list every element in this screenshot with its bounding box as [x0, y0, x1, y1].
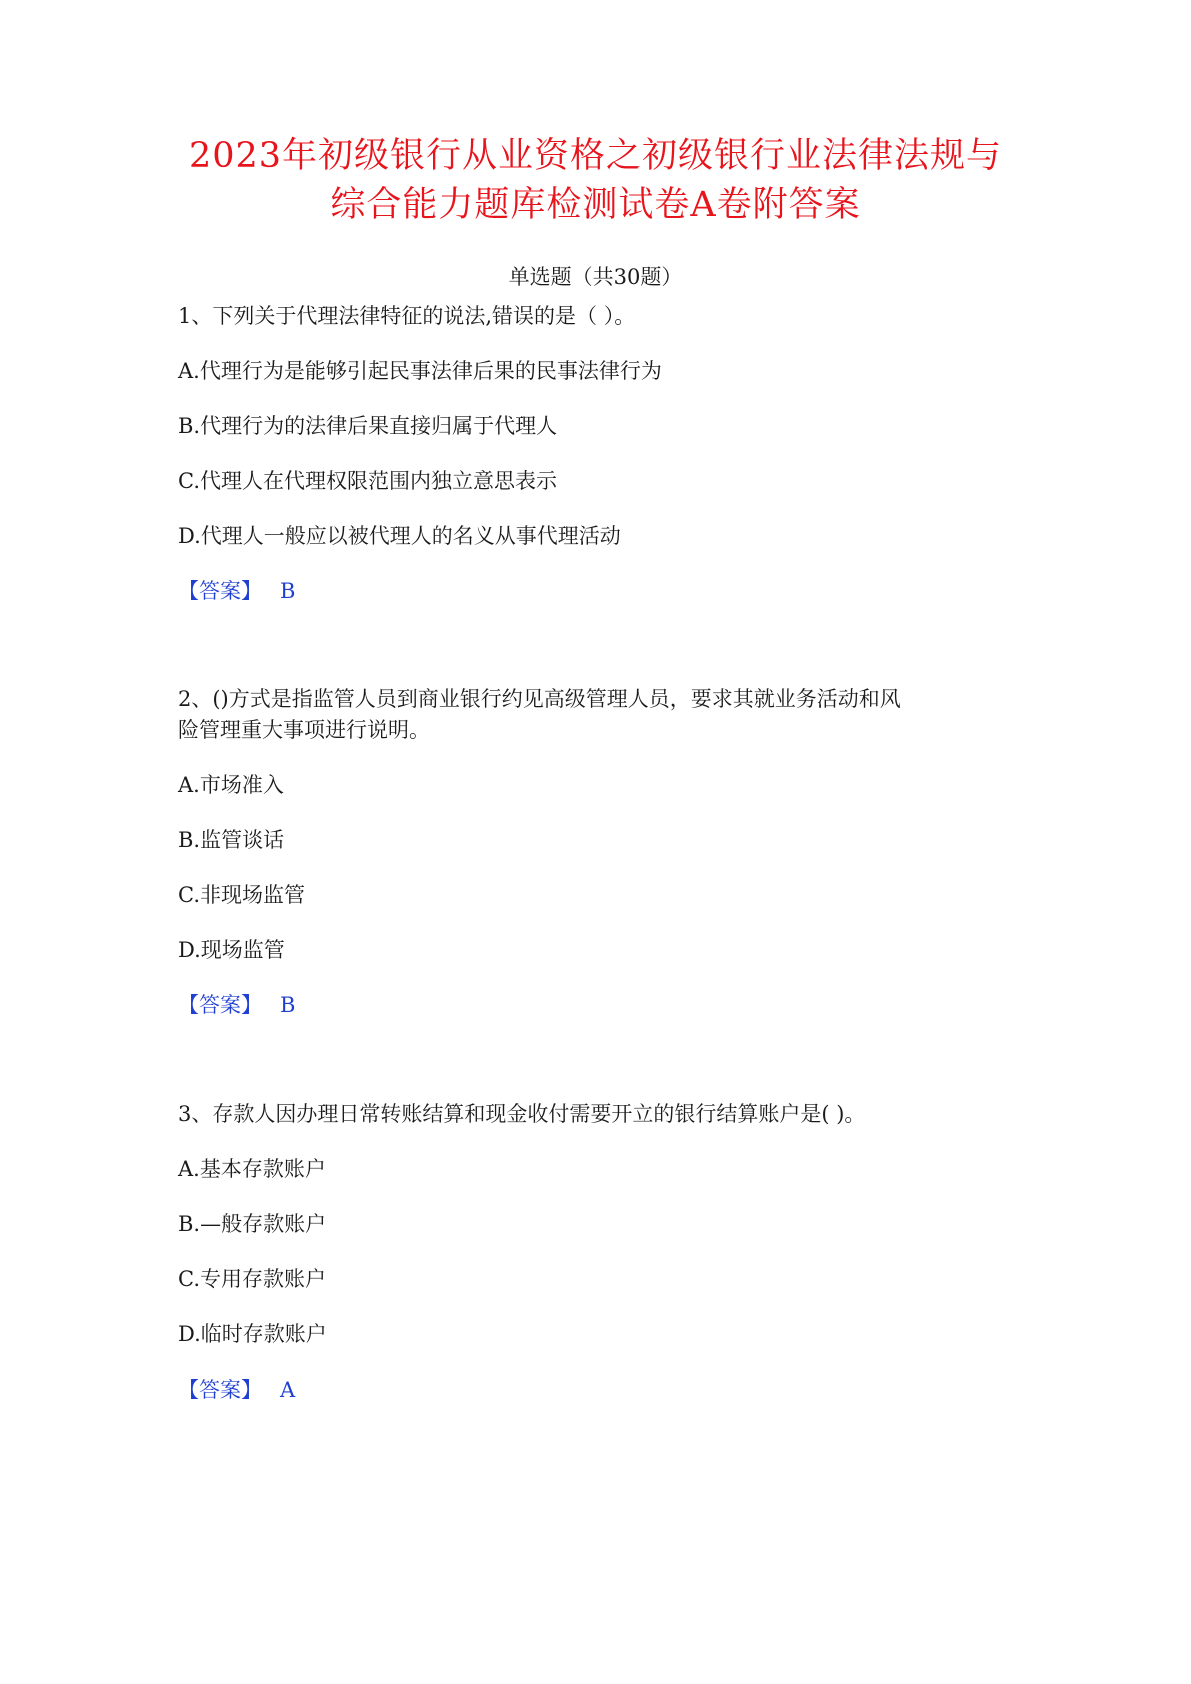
answer-value: B — [280, 579, 296, 603]
answer-label: 【答案】 — [178, 993, 262, 1017]
question-3-option-b: B.—般存款账户 — [178, 1212, 327, 1236]
question-1-option-b: B.代理行为的法律后果直接归属于代理人 — [178, 414, 558, 438]
document-title-line-2: 综合能力题库检测试卷A卷附答案 — [330, 185, 861, 225]
question-1-option-c: C.代理人在代理权限范围内独立意思表示 — [178, 469, 557, 493]
question-2-answer — [178, 990, 295, 1020]
question-3-option-a: A.基本存款账户 — [178, 1157, 326, 1181]
question-2-option-d: D.现场监管 — [178, 938, 285, 962]
question-3-answer — [178, 1375, 295, 1405]
answer-label: 【答案】 — [178, 1378, 262, 1402]
question-3-stem: 3、存款人因办理日常转账结算和现金收付需要开立的银行结算账户是( )。 — [178, 1102, 866, 1126]
answer-value: B — [280, 993, 296, 1017]
section-heading: 单选题（共30题） — [508, 265, 683, 289]
question-2-option-b: B.监管谈话 — [178, 828, 285, 852]
question-3-option-c: C.专用存款账户 — [178, 1267, 326, 1291]
answer-label: 【答案】 — [178, 579, 262, 603]
question-1-stem: 1、下列关于代理法律特征的说法,错误的是（ ）。 — [178, 304, 636, 328]
question-1-option-d: D.代理人一般应以被代理人的名义从事代理活动 — [178, 524, 621, 548]
question-2-stem-line-1: 2、()方式是指监管人员到商业银行约见高级管理人员，要求其就业务活动和风 — [178, 687, 901, 711]
question-2-option-c: C.非现场监管 — [178, 883, 305, 907]
question-2-stem-line-2: 险管理重大事项进行说明。 — [178, 718, 430, 742]
question-1-answer — [178, 576, 295, 606]
question-1-option-a: A.代理行为是能够引起民事法律后果的民事法律行为 — [178, 359, 662, 383]
document-title-line-1: 2023年初级银行从业资格之初级银行业法律法规与 — [188, 136, 1003, 176]
answer-value: A — [280, 1378, 296, 1402]
question-2-option-a: A.市场准入 — [178, 773, 284, 797]
question-3-option-d: D.临时存款账户 — [178, 1322, 327, 1346]
